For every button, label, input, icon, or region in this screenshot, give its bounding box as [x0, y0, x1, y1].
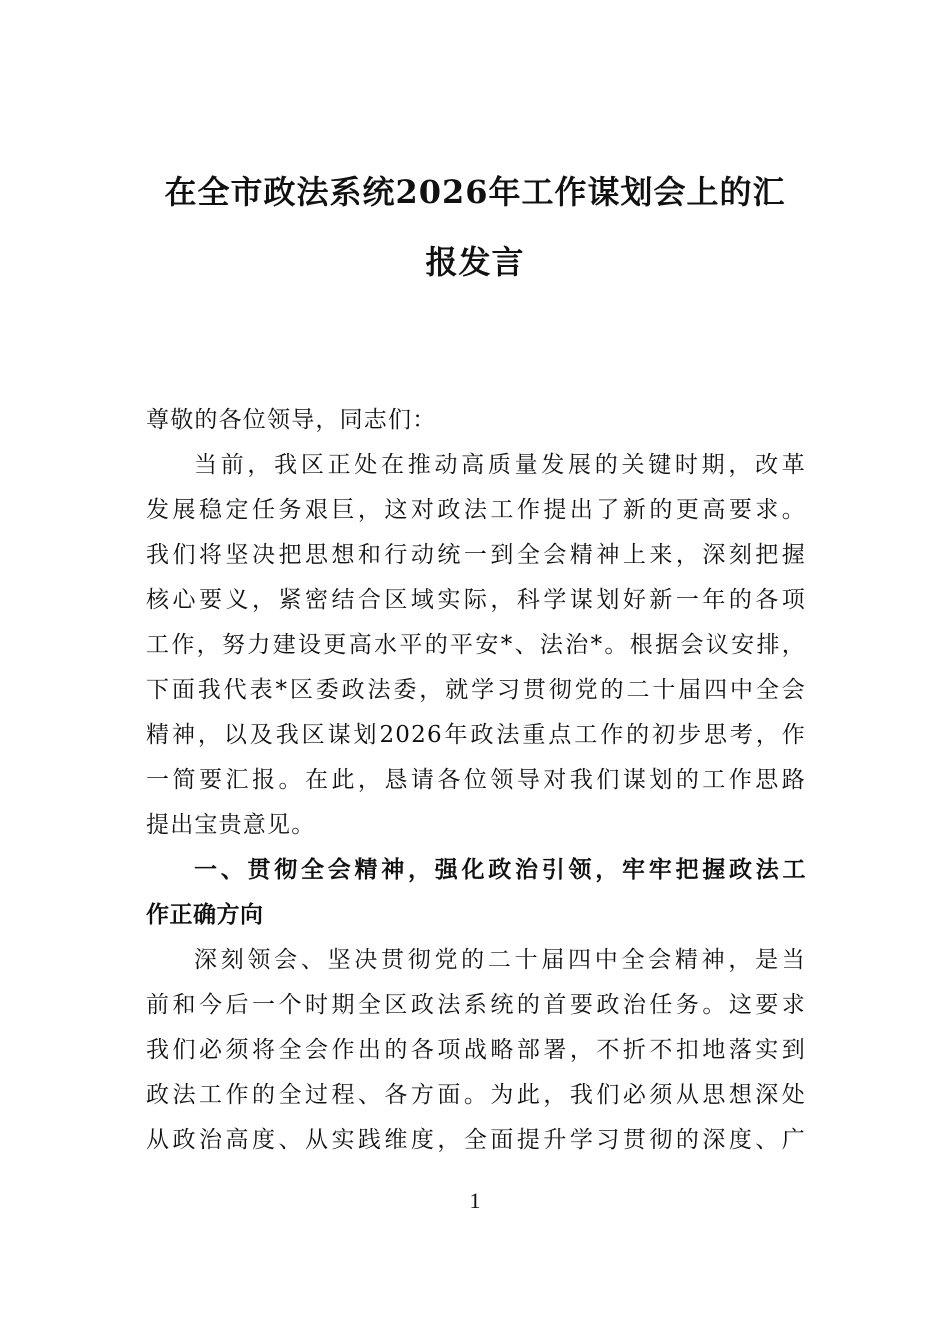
document-title-line-2: 报发言 [425, 243, 525, 281]
paragraph-1-line: 当前，我区正处在推动高质量发展的关键时期，改革 [194, 452, 806, 478]
paragraph-2-line: 从政治高度、从实践维度，全面提升学习贯彻的深度、广 [146, 1127, 806, 1153]
paragraph-2-line: 前和今后一个时期全区政法系统的首要政治任务。这要求 [146, 992, 806, 1018]
paragraph-1-line: 核心要义，紧密结合区域实际，科学谋划好新一年的各项 [146, 587, 806, 613]
paragraph-2-line: 政法工作的全过程、各方面。为此，我们必须从思想深处 [146, 1082, 806, 1108]
paragraph-1-line: 一简要汇报。在此，恳请各位领导对我们谋划的工作思路 [146, 767, 806, 793]
document-body [146, 398, 806, 1163]
paragraph-1-line: 工作，努力建设更高水平的平安*、法治*。根据会议安排， [146, 632, 806, 658]
paragraph-2-line: 深刻领会、坚决贯彻党的二十届四中全会精神，是当 [194, 947, 806, 973]
paragraph-1-line: 我们将坚决把思想和行动统一到全会精神上来，深刻把握 [146, 542, 806, 568]
document-title-line-1: 在全市政法系统2026年工作谋划会上的汇 [164, 173, 786, 211]
paragraph-1-line: 提出宝贵意见。 [146, 812, 316, 838]
paragraph-1-line: 下面我代表*区委政法委，就学习贯彻党的二十届四中全会 [146, 677, 806, 703]
section-heading-1-line: 一、贯彻全会精神，强化政治引领，牢牢把握政法工 [194, 857, 806, 883]
paragraph-1-line: 精神，以及我区谋划2026年政法重点工作的初步思考，作 [146, 722, 806, 748]
paragraph-1-line: 发展稳定任务艰巨，这对政法工作提出了新的更高要求。 [146, 497, 806, 523]
section-heading-1-line: 作正确方向 [146, 902, 264, 928]
salutation: 尊敬的各位领导，同志们： [146, 407, 437, 433]
page-number: 1 [469, 1188, 481, 1213]
paragraph-2-line: 我们必须将全会作出的各项战略部署，不折不扣地落实到 [146, 1037, 806, 1063]
